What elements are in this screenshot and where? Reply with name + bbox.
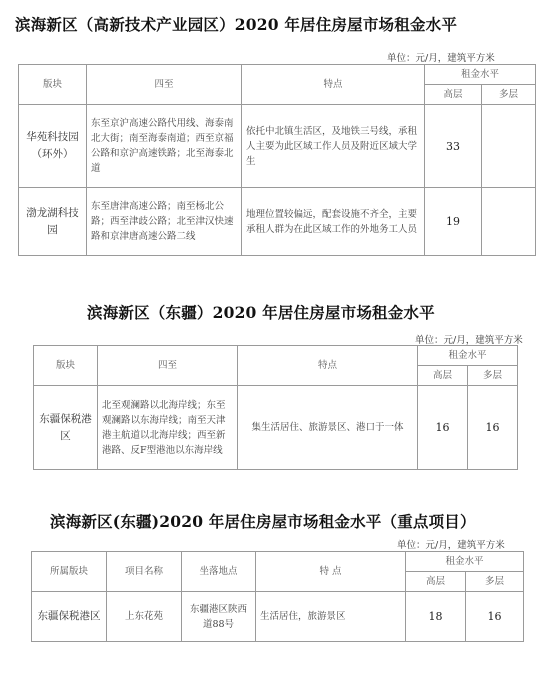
table1-header-high: 高层: [425, 85, 482, 105]
table1-row1-high: 33: [425, 105, 482, 188]
table2: [33, 345, 518, 470]
table1-unit: 单位：元/月，建筑平方米: [387, 53, 495, 64]
table3-header-features: 特 点: [256, 552, 406, 592]
table-row: [34, 386, 518, 470]
table2-unit: 单位：元/月，建筑平方米: [415, 335, 523, 346]
table3-header-multi: 多层: [466, 572, 524, 592]
table2-header-high: 高层: [418, 366, 468, 386]
table3-row1-high: 18: [406, 592, 466, 642]
table1-row2-high: 19: [425, 188, 482, 256]
table-row: [19, 188, 536, 256]
table1-row1-bounds: 东至京沪高速公路代用线、海泰南北大街；南至海泰南道；西至京福公路和京沪高速铁路；北至海泰北道: [87, 105, 242, 188]
table1-row1-multi: [482, 105, 536, 188]
table1-header-block: 版块: [19, 65, 87, 105]
table1: [18, 64, 536, 256]
table3-row1-multi: 16: [466, 592, 524, 642]
table3-row1-location: 东疆港区陕西道88号: [182, 592, 256, 642]
table1-row2-bounds: 东至唐津高速公路；南至杨北公路；西至津歧公路；北至津汉快速路和京津唐高速公路二线: [87, 188, 242, 256]
table1-header-multi: 多层: [482, 85, 536, 105]
table3: [31, 551, 524, 642]
table2-header-features: 特点: [238, 346, 418, 386]
table2-header-rent: 租金水平: [418, 346, 518, 366]
table1-header-features: 特点: [242, 65, 425, 105]
table-row: [32, 592, 524, 642]
table3-row1-project: 上东花苑: [107, 592, 182, 642]
table-row: [19, 105, 536, 188]
table2-header-bounds: 四至: [98, 346, 238, 386]
table2-title: 滨海新区（东疆）2020 年居住房屋市场租金水平: [87, 303, 435, 322]
table3-title: 滨海新区(东疆)2020 年居住房屋市场租金水平（重点项目）: [50, 512, 476, 531]
table3-header-rent: 租金水平: [406, 552, 524, 572]
table1-header-rent: 租金水平: [425, 65, 536, 85]
table3-unit: 单位：元/月，建筑平方米: [397, 540, 505, 551]
table1-title: 滨海新区（高新技术产业园区）2020 年居住房屋市场租金水平: [15, 15, 458, 34]
table3-header-block: 所属版块: [32, 552, 107, 592]
table2-row1-block: 东疆保税港区: [34, 386, 98, 470]
table1-row2-features: 地理位置较偏远，配套设施不齐全，主要承租人群为在此区域工作的外地务工人员: [242, 188, 425, 256]
table1-row1-block: 华苑科技园（环外）: [19, 105, 87, 188]
table2-row1-features: 集生活居住、旅游景区、港口于一体: [238, 386, 418, 470]
table1-row2-multi: [482, 188, 536, 256]
table1-header-bounds: 四至: [87, 65, 242, 105]
table2-header-block: 版块: [34, 346, 98, 386]
table3-header-project: 项目名称: [107, 552, 182, 592]
table3-row1-block: 东疆保税港区: [32, 592, 107, 642]
table3-row1-features: 生活居住，旅游景区: [256, 592, 406, 642]
table3-header-high: 高层: [406, 572, 466, 592]
table1-row2-block: 渤龙湖科技园: [19, 188, 87, 256]
table2-row1-multi: 16: [468, 386, 518, 470]
table3-header-location: 坐落地点: [182, 552, 256, 592]
table2-header-multi: 多层: [468, 366, 518, 386]
table2-row1-bounds: 北至观澜路以北海岸线；东至观澜路以东海岸线；南至天津港主航道以北海岸线；西至新港路、反F型港池以东海岸线: [98, 386, 238, 470]
table2-row1-high: 16: [418, 386, 468, 470]
table1-row1-features: 依托中北镇生活区，及地铁三号线，承租人主要为此区域工作人员及附近区域大学生: [242, 105, 425, 188]
